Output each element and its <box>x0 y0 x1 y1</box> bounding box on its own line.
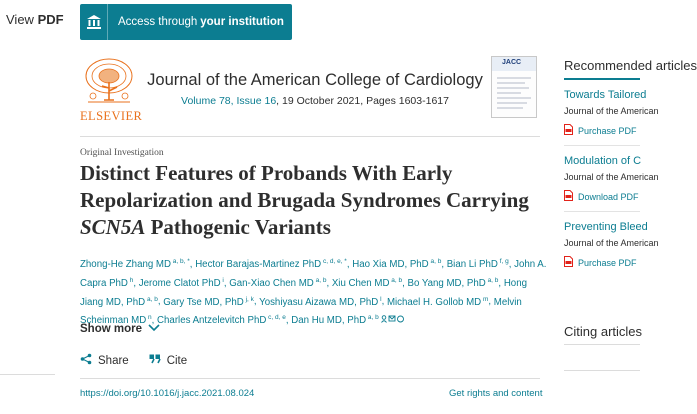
author-link[interactable] <box>332 278 402 289</box>
pdf-label: Download PDF <box>578 191 639 202</box>
author-affiliation: i <box>220 276 224 284</box>
doi-divider <box>80 378 540 379</box>
citing-divider <box>564 370 640 371</box>
author-affiliation: a, b <box>145 295 158 303</box>
rights-link[interactable]: Get rights and content <box>449 388 543 399</box>
journal-cover-thumbnail[interactable] <box>491 56 537 118</box>
pdf-label: Purchase PDF <box>578 257 637 268</box>
article-title <box>80 160 550 241</box>
author-affiliation: c, d, e, * <box>321 258 347 265</box>
author-affiliation: f, g <box>497 258 509 265</box>
recommended-underline <box>564 78 640 80</box>
title-line-2: Repolarization and Brugada Syndromes Carrying <box>80 188 529 212</box>
pdf-icon <box>564 190 573 203</box>
recommended-title-link[interactable]: Modulation of C <box>564 155 642 167</box>
author-affiliation: a, b <box>389 276 403 284</box>
author-name: Hong Jiang MD, PhD <box>80 277 527 308</box>
author-affiliation: c, d, e <box>266 314 286 322</box>
cover-line <box>497 102 527 104</box>
recommended-journal: Journal of the American <box>564 106 659 116</box>
author-name: Charles Antzelevitch PhD <box>157 315 267 327</box>
author-link[interactable] <box>163 297 254 308</box>
recommended-title-link[interactable]: Towards Tailored <box>564 89 647 101</box>
cover-line <box>497 82 525 84</box>
title-line-3: Pathogenic Variants <box>145 215 331 239</box>
show-more-button[interactable] <box>80 323 160 335</box>
pdf-link[interactable] <box>564 190 640 203</box>
author-affiliation: a, b <box>366 314 379 322</box>
author-list: Zhong-He Zhang MD $^{a, b, *}$, Hector Barajas-Martinez PhD $^{c, d, e, *}$, Hao Xia MD, PhD $^{a, b}$, Bian Li PhD $^{f, g}$, John A. Capra PhD $^h$, Jerome Clatot PhD $^i$, Gan-Xiao Chen MD $^{a, b}$, Xiu Chen MD $^{a, b}$, Bo Yang MD, PhD $^{a, b}$, Hong Jiang MD, PhD $^{a, b}$, Gary Tse MD, PhD $^{j, k}$, Yoshiyasu Aizawa MD, PhD $^l$, Michael H. Gollob MD $^m$, Melvin Scheinman MD $^n$, Charles Antzelevitch PhD $^{c, d, e}$, Dan Hu MD, PhD $^{a, b}$ <box>80 258 547 327</box>
journal-meta <box>0 95 540 107</box>
author-link[interactable] <box>408 278 499 289</box>
author-affiliation: a, b, * <box>171 258 190 265</box>
recommended-divider <box>564 145 640 146</box>
cite-label: Cite <box>166 354 188 367</box>
share-icon <box>80 353 92 368</box>
left-divider <box>0 374 55 375</box>
article-type: Original Investigation <box>80 148 164 158</box>
recommended-item <box>564 221 659 269</box>
author-link[interactable] <box>139 278 224 289</box>
author-link[interactable] <box>195 259 347 270</box>
share-label: Share <box>98 354 129 367</box>
quote-icon <box>149 354 161 367</box>
view-pdf-link[interactable] <box>6 12 64 27</box>
author-link[interactable] <box>157 315 286 326</box>
header-divider <box>80 136 540 137</box>
chevron-down-icon <box>148 323 160 335</box>
author-affiliation: a, b <box>485 276 499 284</box>
author-name: Bo Yang MD, PhD <box>407 277 486 289</box>
cover-label: JACC <box>502 59 522 66</box>
journal-title-link[interactable]: Journal of the American College of Cardiology <box>147 71 483 89</box>
author-name: Yoshiyasu Aizawa MD, PhD <box>259 296 379 308</box>
author-name: Hector Barajas-Martinez PhD <box>195 259 322 271</box>
doi-link[interactable]: https://doi.org/10.1016/j.jacc.2021.08.024 <box>80 388 255 399</box>
author-affiliation: l <box>378 295 382 303</box>
author-name: Hao Xia MD, PhD <box>352 259 429 271</box>
view-pdf-bold: PDF <box>37 12 64 27</box>
pdf-label: Purchase PDF <box>578 125 637 136</box>
author-link[interactable] <box>291 315 379 326</box>
pdf-link[interactable] <box>564 256 640 269</box>
author-link[interactable] <box>259 297 381 308</box>
author-name: Xiu Chen MD <box>331 277 390 289</box>
author-affiliation: h <box>127 276 134 284</box>
access-institution-button[interactable] <box>80 4 292 40</box>
author-name: Michael H. Gollob MD <box>386 296 482 308</box>
citing-heading: Citing articles <box>564 324 643 339</box>
pdf-icon <box>564 256 573 269</box>
citing-divider <box>564 344 640 345</box>
pdf-link[interactable] <box>564 124 640 137</box>
cover-line <box>497 97 531 99</box>
author-contact-icons[interactable] <box>379 315 406 326</box>
institution-icon <box>80 4 108 40</box>
recommended-title-link[interactable]: Preventing Bleed <box>564 221 648 233</box>
cover-line <box>497 107 523 109</box>
journal-date-pages: , 19 October 2021, Pages 1603-1617 <box>276 95 449 107</box>
recommended-heading: Recommended articles <box>564 58 697 73</box>
author-link[interactable] <box>80 259 190 270</box>
author-name: Gary Tse MD, PhD <box>163 296 244 308</box>
author-name: Jerome Clatot PhD <box>138 277 221 289</box>
author-name: Dan Hu MD, PhD <box>291 315 367 327</box>
author-name: Zhong-He Zhang MD <box>80 259 171 271</box>
cover-line <box>497 92 521 94</box>
author-name: Bian Li PhD <box>446 259 498 271</box>
cover-line <box>497 87 529 89</box>
access-label-prefix: Access through <box>118 16 198 28</box>
author-link[interactable] <box>229 278 326 289</box>
author-name: Melvin Scheinman MD <box>80 296 522 327</box>
author-name: John A. Capra PhD <box>80 259 547 289</box>
recommended-item <box>564 89 659 137</box>
author-name: Gan-Xiao Chen MD <box>229 277 314 289</box>
cover-line <box>497 77 531 79</box>
publisher-wordmark: ELSEVIER <box>80 109 143 123</box>
author-affiliation: j, k <box>243 295 254 303</box>
author-affiliation: n <box>146 314 152 322</box>
access-label-bold: your institution <box>200 16 284 28</box>
author-link[interactable] <box>352 259 441 270</box>
recommended-journal: Journal of the American <box>564 172 659 182</box>
recommended-divider <box>564 211 640 212</box>
title-line-1: Distinct Features of Probands With Early <box>80 161 453 185</box>
author-affiliation: m <box>481 295 489 303</box>
recommended-journal: Journal of the American <box>564 238 659 248</box>
article-actions <box>80 353 187 368</box>
volume-issue-link[interactable]: Volume 78, Issue 16 <box>181 95 277 107</box>
author-affiliation: a, b <box>428 258 442 265</box>
cite-button[interactable] <box>149 353 187 368</box>
author-link[interactable] <box>387 297 488 308</box>
author-affiliation: a, b <box>313 276 327 284</box>
view-pdf-prefix: View <box>6 12 34 27</box>
show-more-label: Show more <box>80 323 142 335</box>
journal-title <box>0 71 540 90</box>
share-button[interactable] <box>80 353 129 368</box>
author-link[interactable] <box>447 259 509 270</box>
pdf-icon <box>564 124 573 137</box>
title-gene: SCN5A <box>80 215 146 239</box>
recommended-item <box>564 155 659 203</box>
